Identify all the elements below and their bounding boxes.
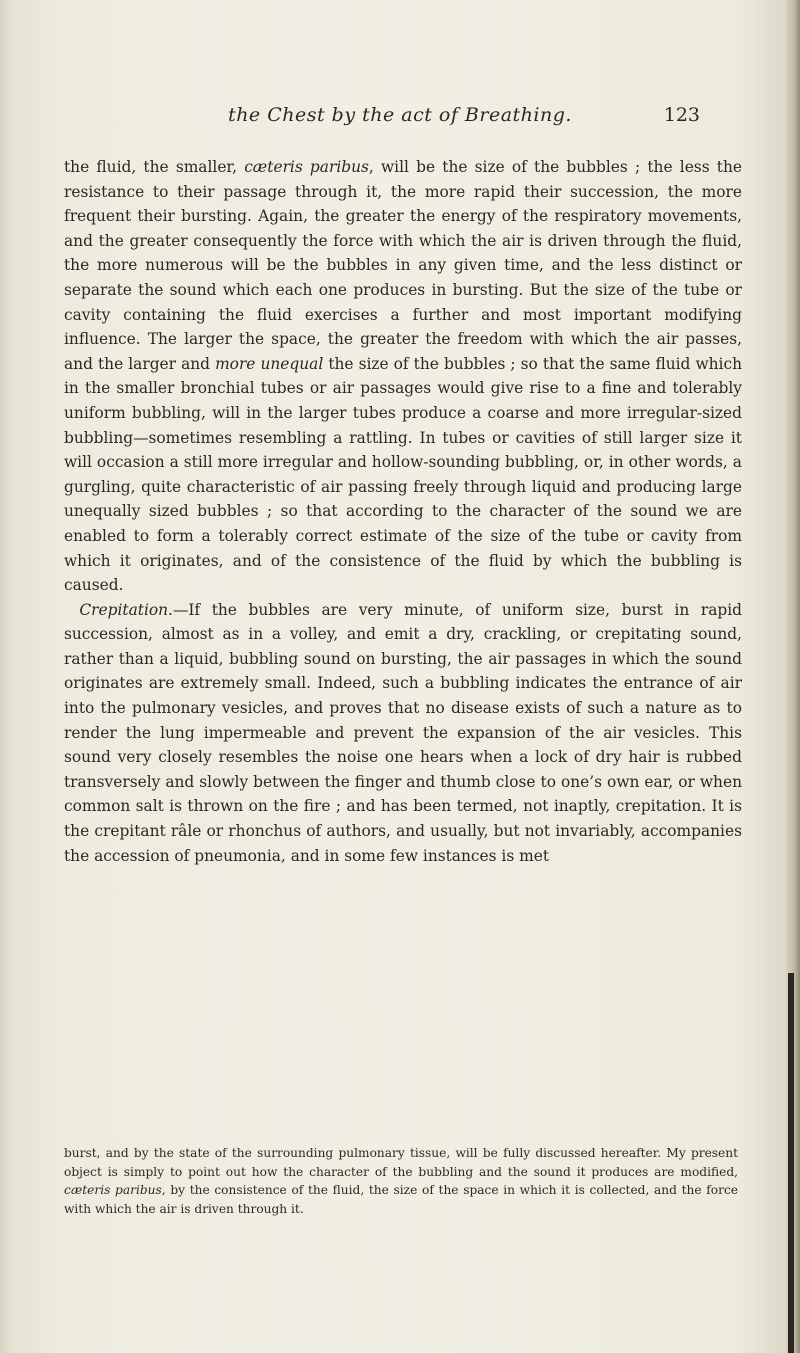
- text-run: —If the bubbles are very minute, of uniform size, burst in rapid succession, almost as in a volley, and emit a dry, crackling, or crepitating sound, rather than a liquid, bubbling sound on bursting, the air passages in which the sound originates are extremely small. Indeed, such a bubbling indicates the entrance of air into the pulmonary vesicles, and proves that no disease exists of such a nature as to render the lung impermeable and prevent the expansion of the air vesicles. This sound very closely resembles the noise one hears when a lock of dry hair is rubbed transversely and slowly between the finger and thumb close to one’s own ear, or when common salt is thrown on the fire ; and has been termed, not inaptly, crepitation. It is the crepitant râle or rhonchus of authors, and usually, but not invariably, accompanies the accession of pneumonia, and in some few instances is met: [64, 600, 742, 865]
- italic-run: cæteris paribus: [64, 1183, 162, 1198]
- text-run: the fluid, the smaller,: [64, 158, 245, 176]
- page-edge-shadow: [788, 973, 794, 1353]
- section-heading: Crepitation.: [79, 600, 173, 619]
- running-head: [0, 104, 700, 134]
- paragraph-bubbles: [64, 155, 742, 598]
- running-title: the Chest by the act of Breathing.: [228, 104, 572, 126]
- page-number: 123: [663, 104, 700, 126]
- footnote-paragraph: [64, 1144, 738, 1218]
- italic-run: more unequal: [215, 354, 324, 373]
- paragraph-crepitation: [64, 598, 742, 869]
- text-run: burst, and by the state of the surrounding pulmonary tissue, will be fully discussed hereafter. My present object is simply to point out how the character of the bubbling and the sound it produces are modified,: [64, 1146, 738, 1179]
- italic-run: cæteris paribus: [244, 158, 369, 176]
- text-run: , will be the size of the bubbles ; the less the resistance to their passage through it, the more rapid their succession, the more frequent their bursting. Again, the greater the energy of the respiratory movements, and the greater consequently the force with which the air is driven through the fluid, the more numerous will be the bubbles in any given time, and the less distinct or separate the sound which each one produces in bursting. But the size of the tube or cavity containing the fluid exercises a further and most important modifying influence. The larger the space, the greater the freedom with which the air passes, and the larger and: [64, 158, 742, 373]
- gutter-shadow: [0, 0, 10, 1353]
- body-text: [64, 155, 742, 868]
- footnote: [64, 1144, 738, 1218]
- text-run: the size of the bubbles ; so that the same fluid which in the smaller bronchial tubes or air passages would give rise to a fine and tolerably uniform bubbling, will in the larger tubes produce a coarse and more irregular-sized bubbling—sometimes resembling a rattling. In tubes or cavities of still larger size it will occasion a still more irregular and hollow-sounding bubbling, or, in other words, a gurgling, quite characteristic of air passing freely through liquid and producing large unequally sized bubbles ; so that according to the character of the sound we are enabled to form a tolerably correct estimate of the size of the tube or cavity from which it originates, and of the consistence of the fluid by which the bubbling is caused.: [64, 354, 743, 595]
- text-run: , by the consistence of the fluid, the size of the space in which it is collected, and the force with which the air is driven through it.: [64, 1183, 738, 1216]
